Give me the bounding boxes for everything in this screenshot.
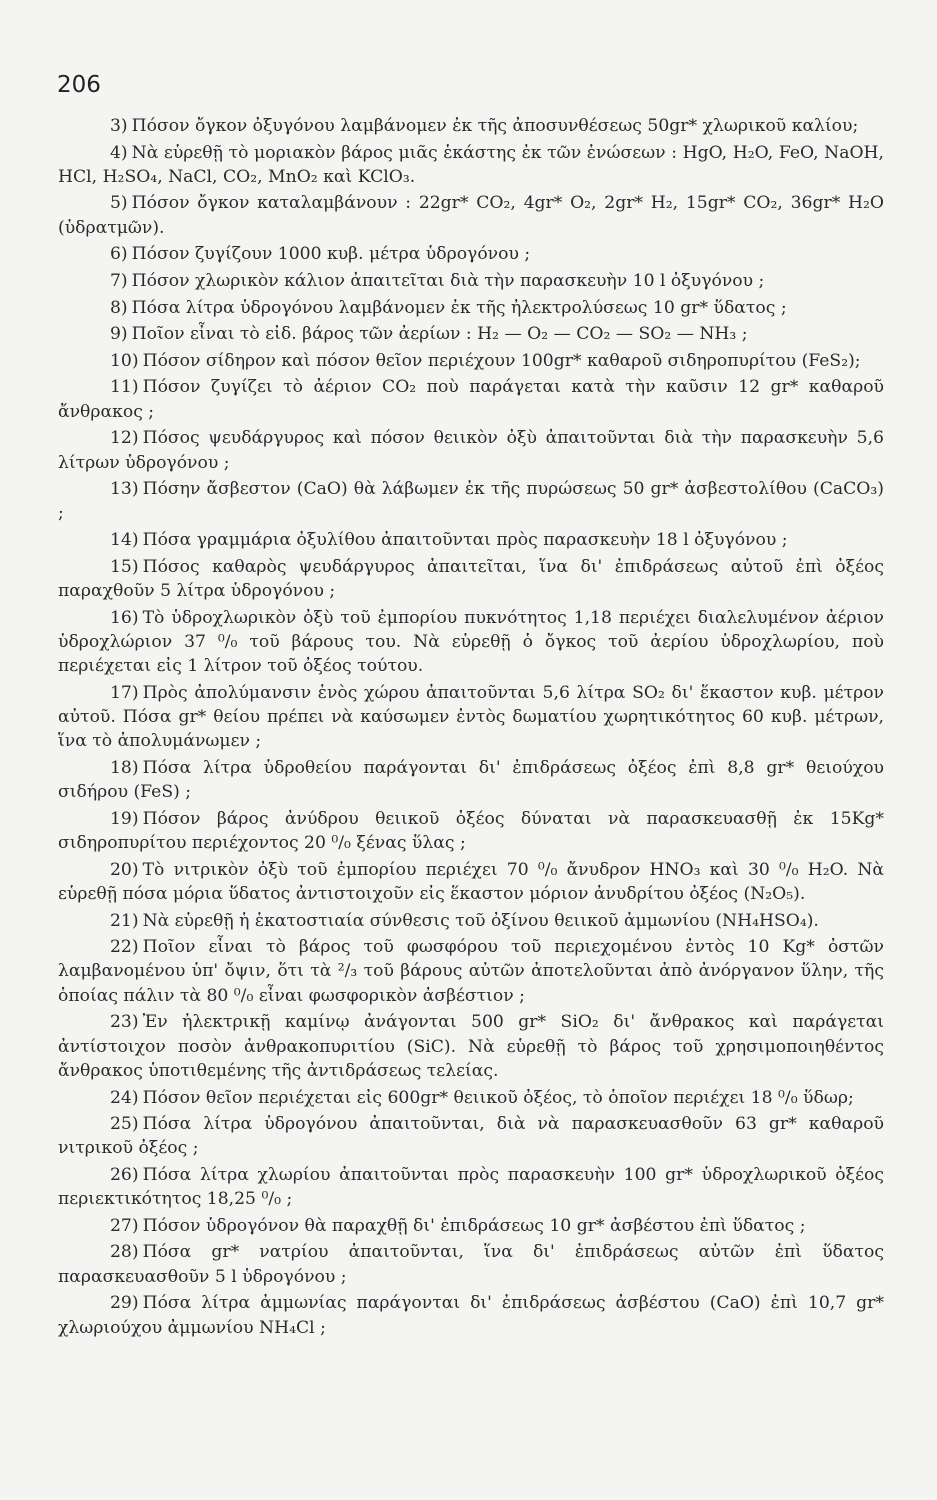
problem-24	[58, 1086, 884, 1110]
problem-text: Πόσα λίτρα ὑδροθείου παράγονται δι' ἐπιδράσεως ὀξέος ἐπὶ 8,8 gr* θειούχου σιδήρου (FeS) ;	[58, 757, 884, 803]
problem-12	[58, 426, 884, 475]
problem-text: Πόσον ζυγίζει τὸ ἀέριον CO₂ ποὺ παράγεται κατὰ τὴν καῦσιν 12 gr* καθαροῦ ἄνθρακος ;	[58, 377, 884, 422]
problem-number: 22)	[110, 937, 139, 958]
problem-text: Πόσην ἄσβεστον (CaO) θὰ λάβωμεν ἐκ τῆς πυρώσεως 50 gr* ἀσβεστολίθου (CaCO₃) ;	[58, 479, 884, 524]
problem-number: 20)	[110, 859, 139, 880]
page-number: 206	[57, 72, 101, 98]
problem-list	[58, 114, 884, 1342]
problem-number: 5)	[110, 193, 128, 214]
problem-25	[58, 1112, 884, 1161]
problem-3	[58, 114, 884, 138]
problem-number: 18)	[110, 757, 139, 778]
problem-21	[58, 909, 884, 933]
problem-text: Πόσα gr* νατρίου ἀπαιτοῦνται, ἵνα δι' ἐπιδράσεως αὐτῶν ἐπὶ ὕδατος παρασκευασθοῦν 5 l ὑδρογόνου ;	[58, 1242, 884, 1287]
problem-14	[58, 528, 884, 552]
problem-number: 19)	[110, 808, 139, 829]
problem-number: 11)	[110, 377, 139, 398]
problem-text: Πόσον ὄγκον καταλαμβάνουν : 22gr* CO₂, 4gr* O₂, 2gr* H₂, 15gr* CO₂, 36gr* H₂O (ὑδρατμῶν).	[58, 193, 884, 238]
problem-number: 14)	[110, 530, 139, 551]
problem-17	[58, 681, 884, 754]
problem-number: 7)	[110, 270, 128, 291]
problem-text: Πόσον ὄγκον ὀξυγόνου λαμβάνομεν ἐκ τῆς ἀποσυνθέσεως 50gr* χλωρικοῦ καλίου;	[131, 116, 859, 136]
problem-text: Πόσα λίτρα χλωρίου ἀπαιτοῦνται πρὸς παρασκευὴν 100 gr* ὑδροχλωρικοῦ ὀξέος περιεκτικότητος 18,25 ⁰/₀ ;	[58, 1165, 884, 1210]
problem-27	[58, 1214, 884, 1238]
problem-text: Πόσος ψευδάργυρος καὶ πόσον θειικὸν ὀξὺ ἀπαιτοῦνται διὰ τὴν παρασκευὴν 5,6 λίτρων ὑδρογόνου ;	[58, 428, 884, 473]
problem-28	[58, 1240, 884, 1289]
problem-text: Πόσον χλωρικὸν κάλιον ἀπαιτεῖται διὰ τὴν παρασκευὴν 10 l ὀξυγόνου ;	[131, 270, 765, 291]
problem-6	[58, 242, 884, 266]
problem-11	[58, 375, 884, 424]
problem-18	[58, 756, 884, 805]
problem-number: 13)	[110, 479, 139, 500]
problem-10	[58, 349, 884, 373]
problem-22	[58, 935, 884, 1008]
problem-8	[58, 296, 884, 320]
problem-16	[58, 606, 884, 679]
problem-26	[58, 1163, 884, 1212]
problem-text: Τὸ νιτρικὸν ὀξὺ τοῦ ἐμπορίου περιέχει 70 ⁰/₀ ἄνυδρον HNO₃ καὶ 30 ⁰/₀ H₂O. Νὰ εὑρεθῇ πόσα μόρια ὕδατος ἀντιστοιχοῦν εἰς ἕκαστον μόριον ἀνυδρίτου ὀξέος (N₂O₅).	[58, 859, 884, 904]
problem-number: 4)	[110, 142, 128, 163]
problem-19	[58, 807, 884, 856]
problem-text: Πόσον ὑδρογόνον θὰ παραχθῇ δι' ἐπιδράσεως 10 gr* ἀσβέστου ἐπὶ ὕδατος ;	[142, 1215, 806, 1236]
problem-7	[58, 269, 884, 293]
problem-text: Πρὸς ἀπολύμανσιν ἑνὸς χώρου ἀπαιτοῦνται 5,6 λίτρα SO₂ δι' ἕκαστον κυβ. μέτρον αὐτοῦ. Πόσα gr* θείου πρέπει νὰ καύσωμεν ἐντὸς δωματίου χωρητικότητος 60 κυβ. μέτρων, ἵνα τὸ ἀπολυμάνωμεν ;	[58, 682, 884, 752]
problem-text: Ἐν ἠλεκτρικῇ καμίνῳ ἀνάγονται 500 gr* SiO₂ δι' ἄνθρακος καὶ παράγεται ἀντίστοιχον ποσὸν ἀνθρακοπυριτίου (SiC). Νὰ εὑρεθῇ τὸ βάρος τοῦ χρησιμοποιηθέντος ἄνθρακος ὑποτιθεμένης τῆς ἀντιδράσεως τελείας.	[58, 1012, 884, 1081]
problem-text: Πόσα γραμμάρια ὀξυλίθου ἀπαιτοῦνται πρὸς παρασκευὴν 18 l ὀξυγόνου ;	[142, 530, 788, 551]
problem-number: 26)	[110, 1165, 139, 1185]
problem-text: Πόσα λίτρα ὑδρογόνου λαμβάνομεν ἐκ τῆς ἠλεκτρολύσεως 10 gr* ὕδατος ;	[131, 297, 787, 318]
problem-text: Πόσον σίδηρον καὶ πόσον θεῖον περιέχουν 100gr* καθαροῦ σιδηροπυρίτου (FeS₂);	[142, 350, 861, 371]
problem-number: 10)	[110, 350, 139, 371]
problem-number: 23)	[110, 1012, 139, 1033]
problem-15	[58, 555, 884, 604]
problem-number: 8)	[110, 297, 128, 318]
problem-5	[58, 191, 884, 240]
problem-text: Νὰ εὑρεθῇ ἡ ἑκατοστιαία σύνθεσις τοῦ ὀξίνου θειικοῦ ἀμμωνίου (NH₄HSO₄).	[142, 910, 819, 931]
problem-text: Πόσος καθαρὸς ψευδάργυρος ἀπαιτεῖται, ἵνα δι' ἐπιδράσεως αὐτοῦ ἐπὶ ὀξέος παραχθοῦν 5 λίτρα ὑδρογόνου ;	[58, 556, 884, 601]
problem-text: Πόσον θεῖον περιέχεται εἰς 600gr* θειικοῦ ὀξέος, τὸ ὁποῖον περιέχει 18 ⁰/₀ ὕδωρ;	[142, 1087, 854, 1108]
problem-number: 29)	[110, 1293, 139, 1314]
problem-number: 3)	[110, 116, 128, 136]
problem-text: Πόσα λίτρα ὑδρογόνου ἀπαιτοῦνται, διὰ νὰ παρασκευασθοῦν 63 gr* καθαροῦ νιτρικοῦ ὀξέος ;	[58, 1114, 884, 1159]
problem-text: Ποῖον εἶναι τὸ βάρος τοῦ φωσφόρου τοῦ περιεχομένου ἐντὸς 10 Kg* ὀστῶν λαμβανομένου ὑπ' ὄψιν, ὅτι τὰ ²/₃ τοῦ βάρους αὐτῶν ἀποτελοῦνται ἀπὸ ἀνόργανον ὕλην, τῆς ὁποίας πάλιν τὰ 80 ⁰/₀ εἶναι φωσφορικὸν ἀσβέστιον ;	[58, 937, 884, 1006]
problem-number: 12)	[110, 428, 139, 449]
problem-number: 25)	[110, 1114, 139, 1135]
problem-text: Τὸ ὑδροχλωρικὸν ὀξὺ τοῦ ἐμπορίου πυκνότητος 1,18 περιέχει διαλελυμένον ἀέριον ὑδροχλώριον 37 ⁰/₀ τοῦ βάρους του. Νὰ εὑρεθῇ ὁ ὄγκος τοῦ ἀερίου ὑδροχλωρίου, ποὺ περιέχεται εἰς 1 λίτρον τοῦ ὀξέος τούτου.	[58, 607, 884, 677]
problem-number: 9)	[110, 324, 128, 345]
problem-number: 15)	[110, 556, 139, 577]
problem-text: Πόσον βάρος ἀνύδρου θειικοῦ ὀξέος δύναται νὰ παρασκευασθῇ ἐκ 15Kg* σιδηροπυρίτου περιέχοντος 20 ⁰/₀ ξένας ὕλας ;	[58, 808, 884, 854]
problem-text: Πόσα λίτρα ἀμμωνίας παράγονται δι' ἐπιδράσεως ἀσβέστου (CaO) ἐπὶ 10,7 gr* χλωριούχου ἀμμωνίου NH₄Cl ;	[58, 1293, 884, 1338]
problem-9	[58, 322, 884, 346]
problem-text: Ποῖον εἶναι τὸ εἰδ. βάρος τῶν ἀερίων : H₂ — O₂ — CO₂ — SO₂ — NH₃ ;	[131, 324, 748, 345]
problem-number: 6)	[110, 244, 128, 265]
problem-29	[58, 1291, 884, 1340]
problem-number: 24)	[110, 1087, 139, 1108]
problem-4	[58, 141, 884, 190]
problem-number: 28)	[110, 1242, 139, 1263]
problem-number: 27)	[110, 1215, 139, 1236]
problem-text: Νὰ εὑρεθῇ τὸ μοριακὸν βάρος μιᾶς ἑκάστης ἐκ τῶν ἑνώσεων : HgO, H₂O, FeO, NaOH, HCl, H₂SO₄, NaCl, CO₂, MnO₂ καὶ KClO₃.	[58, 142, 884, 187]
problem-number: 16)	[110, 607, 139, 628]
problem-20	[58, 858, 884, 907]
problem-text: Πόσον ζυγίζουν 1000 κυβ. μέτρα ὑδρογόνου ;	[131, 244, 531, 265]
problem-13	[58, 477, 884, 526]
problem-number: 17)	[110, 682, 139, 703]
problem-23	[58, 1010, 884, 1083]
problem-number: 21)	[110, 910, 139, 931]
